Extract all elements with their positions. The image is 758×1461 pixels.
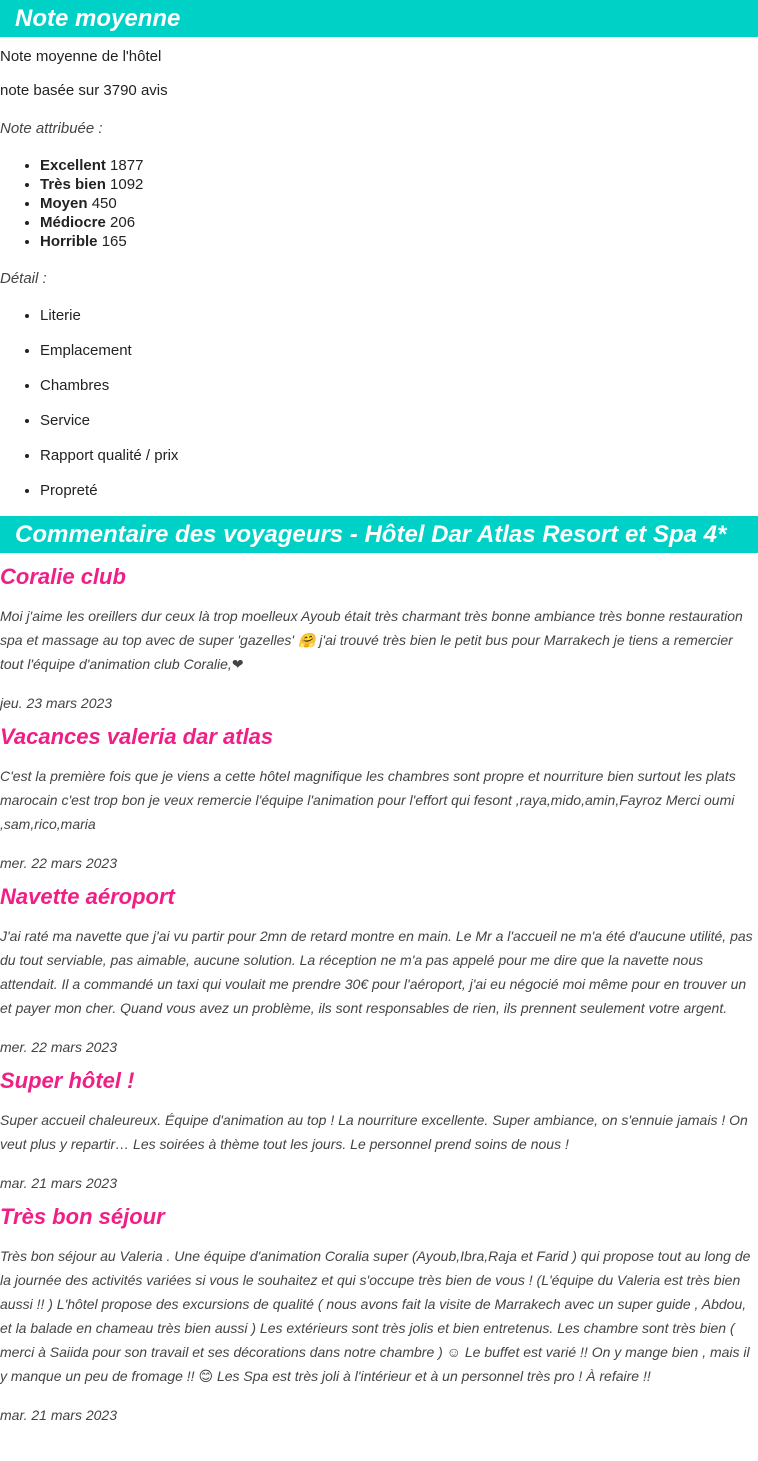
review-date: mer. 22 mars 2023 — [0, 855, 117, 871]
detail-item: • Literie — [40, 306, 758, 326]
review-text: Moi j'aime les oreillers dur ceux là trop moelleux Ayoub était très charmant très bonne ambiance très bonne restauration spa et massage au top avec de super 'gazelles' 🤗 j'ai trouvé très bien le petit bus pour Marrakech je tiens a remercier tout l'équipe d'animation club Coralie,❤ — [0, 608, 743, 672]
review-text: C'est la première fois que je viens a cette hôtel magnifique les chambres sont propre et nourriture bien surtout les plats marocain c'est trop bon je veux remercie l'équipe l'animation pour l'effort qui fesont ,raya,mido,amin,Fayroz Merci oumi ,sam,rico,maria — [0, 768, 736, 832]
review-title: Navette aéroport — [0, 884, 175, 909]
review-item — [0, 1066, 758, 1193]
rating-breakdown-list — [0, 156, 758, 251]
rating-count: 450 — [91, 195, 117, 212]
rating-label: Très bien — [40, 176, 106, 193]
rating-count: 165 — [101, 233, 127, 250]
detail-item: • Service — [40, 411, 758, 431]
review-item — [0, 562, 758, 713]
rating-item-tres-bien — [40, 175, 758, 194]
rating-label: Moyen — [40, 195, 88, 212]
detail-item: • Chambres — [40, 376, 758, 396]
review-text: Super accueil chaleureux. Équipe d'animation au top ! La nourriture excellente. Super ambiance, on s'ennuie jamais ! On veut plus y repartir… Les soirées à thème tout les jours. Le personnel prend soins de nous ! — [0, 1112, 748, 1152]
review-item — [0, 1202, 758, 1425]
review-item — [0, 722, 758, 873]
review-date: jeu. 23 mars 2023 — [0, 695, 113, 711]
review-title: Super hôtel ! — [0, 1068, 135, 1093]
review-item — [0, 882, 758, 1057]
rating-label: Excellent — [40, 157, 106, 174]
rating-item-excellent — [40, 156, 758, 175]
rating-count: 1877 — [110, 157, 144, 174]
rating-item-moyen — [40, 194, 758, 213]
rating-label: Médiocre — [40, 214, 106, 231]
review-text: Très bon séjour au Valeria . Une équipe d'animation Coralia super (Ayoub,Ibra,Raja et Farid ) qui propose tout au long de la journée des activités variées si vous le souhaitez et qui s'occupe très bien de vous ! (L'équipe du Valeria est très bien aussi !! ) L'hôtel propose des excursions de qualité ( nous avons fait la visite de Marrakech avec un super guide , Abdou, et la balade en chameau très bien aussi ) Les extérieurs sont très jolis et bien entretenus. Les chambre sont très bien ( merci à Saiida pour son travail et ses décorations dans notre chambre ) ☺ Le buffet est varié !! On y mange bien , mais il y manque un peu de fromage !! 😊 Les Spa est très joli à l'intérieur et à un personnel très pro ! À refaire !! — [0, 1248, 751, 1384]
rating-item-mediocre — [40, 213, 758, 232]
rating-count: 206 — [110, 214, 136, 231]
detail-label: Détail : — [0, 270, 47, 287]
rating-section-title: Note moyenne — [0, 0, 758, 37]
review-title: Vacances valeria dar atlas — [0, 724, 274, 749]
review-title: Coralie club — [0, 564, 126, 589]
review-date: mar. 21 mars 2023 — [0, 1175, 117, 1191]
review-date: mer. 22 mars 2023 — [0, 1039, 117, 1055]
rating-item-horrible — [40, 232, 758, 251]
attributed-rating-label: Note attribuée : — [0, 120, 103, 137]
detail-item: • Propreté — [40, 481, 758, 501]
reviews-section-title: Commentaire des voyageurs - Hôtel Dar Atlas Resort et Spa 4* — [0, 516, 758, 553]
review-date: mar. 21 mars 2023 — [0, 1407, 117, 1423]
hotel-rating-label: Note moyenne de l'hôtel — [0, 48, 162, 65]
review-text: J'ai raté ma navette que j'ai vu partir pour 2mn de retard montre en main. Le Mr a l'accueil ne m'a été d'aucune utilité, pas du tout serviable, pas aimable, aucune solution. La réception ne m'a pas appelé pour me dire que la navette nous attendait. Il a commandé un taxi qui voulait me prendre 30€ pour l'aéroport, j'ai eu négocié moi même pour en trouver un et payer mon cher. Quand vous avez un problème, ils sont responsables de rien, ils prennent seulement votre argent. — [0, 928, 753, 1016]
review-count-text: note basée sur 3790 avis — [0, 82, 168, 99]
review-title: Très bon séjour — [0, 1204, 165, 1229]
detail-item: • Emplacement — [40, 341, 758, 361]
detail-item: • Rapport qualité / prix — [40, 446, 758, 466]
rating-count: 1092 — [110, 176, 144, 193]
detail-criteria-list — [0, 306, 758, 501]
rating-label: Horrible — [40, 233, 98, 250]
